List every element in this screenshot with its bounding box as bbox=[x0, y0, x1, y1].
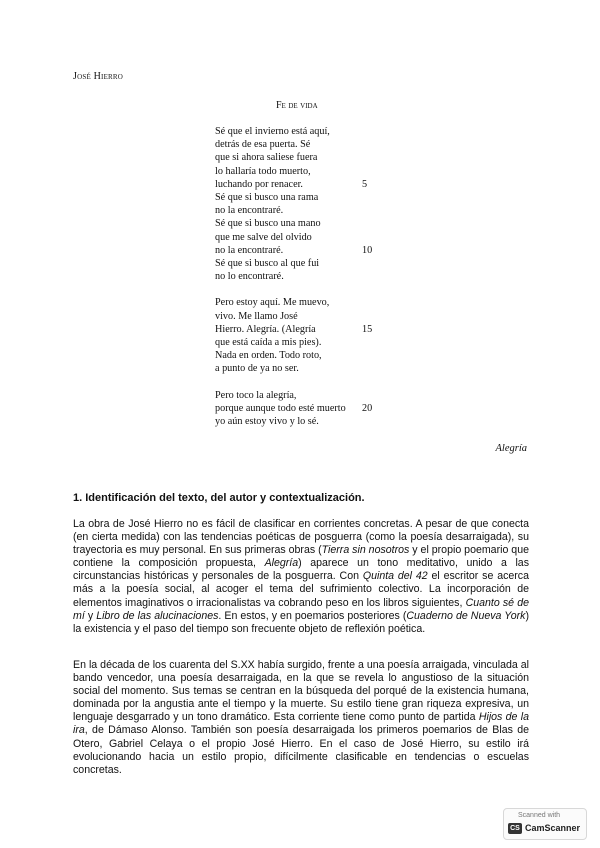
verse-text: que si ahora saliese fuera bbox=[215, 152, 318, 164]
poem-verse bbox=[215, 217, 385, 230]
poem-verse bbox=[215, 244, 385, 257]
verse-text: Hierro. Alegría. (Alegría bbox=[215, 323, 316, 335]
verse-text: Sé que si busco una mano bbox=[215, 218, 321, 230]
verse-text: no lo encontraré. bbox=[215, 271, 284, 283]
poem-verse bbox=[215, 270, 385, 283]
poem-verse bbox=[215, 151, 385, 164]
camscanner-watermark bbox=[503, 808, 587, 840]
poem-verse bbox=[215, 296, 385, 309]
line-number: 20 bbox=[362, 402, 373, 414]
poem-verse bbox=[215, 165, 385, 178]
verse-text: Sé que el invierno está aquí, bbox=[215, 126, 330, 137]
poem-title: Fe de vida bbox=[276, 100, 318, 111]
verse-text: vivo. Me llamo José bbox=[215, 310, 298, 322]
section-heading: 1. Identificación del texto, del autor y contextualización. bbox=[73, 492, 365, 504]
verse-text: Sé que si busco una rama bbox=[215, 191, 319, 203]
poem-verse bbox=[215, 323, 385, 336]
watermark-caption: Scanned with bbox=[518, 812, 561, 819]
camscanner-logo-icon: CS bbox=[508, 823, 522, 834]
verse-text: que está caída a mis pies). bbox=[215, 337, 322, 348]
verse-text: yo aún estoy vivo y lo sé. bbox=[215, 416, 319, 428]
author-name: José Hierro bbox=[73, 71, 124, 82]
source-book: Alegría bbox=[495, 443, 527, 454]
poem-verse bbox=[215, 257, 385, 270]
poem-verse bbox=[215, 125, 385, 138]
poem-verse bbox=[215, 402, 385, 415]
poem-verse bbox=[215, 362, 385, 375]
line-number: 5 bbox=[362, 178, 368, 190]
poem-verse bbox=[215, 415, 385, 428]
verse-text: a punto de ya no ser. bbox=[215, 363, 299, 375]
verse-text: no la encontraré. bbox=[215, 244, 284, 256]
line-number: 10 bbox=[362, 244, 373, 256]
poem-verse bbox=[215, 204, 385, 217]
paragraph-1: La obra de José Hierro no es fácil de clasificar en corrientes concretas. A pesar de que conecta (en cierta medida) con las tendencias poéticas de posguerra (como la poesía desarraigada), su trayectoria es muy personal. En sus primeras obras (Tierra sin nosotros y el propio poemario que contiene la composición propuesta, Alegría) aparece un tono meditativo, unido a las circunstancias históricas y personales de la posguerra. Con Quinta del 42 el escritor se acerca más a la poesía social, al acoger el tema del sufrimiento colectivo. La incorporación de elementos imaginativos o irracionalistas va cobrando peso en los libros siguientes, Cuanto sé de mí y Libro de las alucinaciones. En estos, y en poemarios posteriores (Cuaderno de Nueva York) la existencia y el paso del tiempo son frecuente objeto de reflexión poética. bbox=[73, 518, 530, 635]
poem-verse bbox=[215, 231, 385, 244]
poem-verse bbox=[215, 349, 385, 362]
poem-verse bbox=[215, 336, 385, 349]
poem-verse bbox=[215, 138, 385, 151]
line-number: 15 bbox=[362, 323, 373, 335]
verse-text: que me salve del olvido bbox=[215, 231, 312, 243]
poem-verse bbox=[215, 310, 385, 323]
poem-body bbox=[215, 125, 385, 428]
poem-verse bbox=[215, 389, 385, 402]
poem-verse bbox=[215, 191, 385, 204]
verse-text: detrás de esa puerta. Sé bbox=[215, 139, 311, 151]
stanza-break bbox=[215, 376, 385, 389]
watermark-brand: CamScanner bbox=[525, 823, 581, 833]
verse-text: Pero estoy aquí. Me muevo, bbox=[215, 297, 330, 309]
verse-text: lo hallaría todo muerto, bbox=[215, 165, 311, 177]
paragraph-2: En la década de los cuarenta del S.XX había surgido, frente a una poesía arraigada, vinculada al bando vencedor, una poesía desarraigada, en la que se revela lo angustioso de la situación social del momento. Sus temas se centran en la búsqueda del porqué de la existencia humana, dominada por la angustia ante el tiempo y la muerte. Su estilo tiene gran riqueza expresiva, un lenguaje desgarrado y un tono dramático. Esta corriente tiene como punto de partida Hijos de la ira, de Dámaso Alonso. También son poesía desarraigada los primeros poemarios de Blas de Otero, Gabriel Celaya o el propio José Hierro. En el caso de José Hierro, su estilo irá evolucionando hacia un estilo propio, difícilmente clasificable en tendencias o escuelas concretas. bbox=[73, 659, 530, 776]
stanza-break bbox=[215, 283, 385, 296]
verse-text: no la encontraré. bbox=[215, 205, 284, 217]
verse-text: Nada en orden. Todo roto, bbox=[215, 350, 322, 362]
poem-verse bbox=[215, 178, 385, 191]
verse-text: Pero toco la alegría, bbox=[215, 389, 297, 401]
verse-text: porque aunque todo esté muerto bbox=[215, 402, 346, 414]
verse-text: Sé que si busco al que fui bbox=[215, 257, 320, 269]
verse-text: luchando por renacer. bbox=[215, 178, 303, 190]
